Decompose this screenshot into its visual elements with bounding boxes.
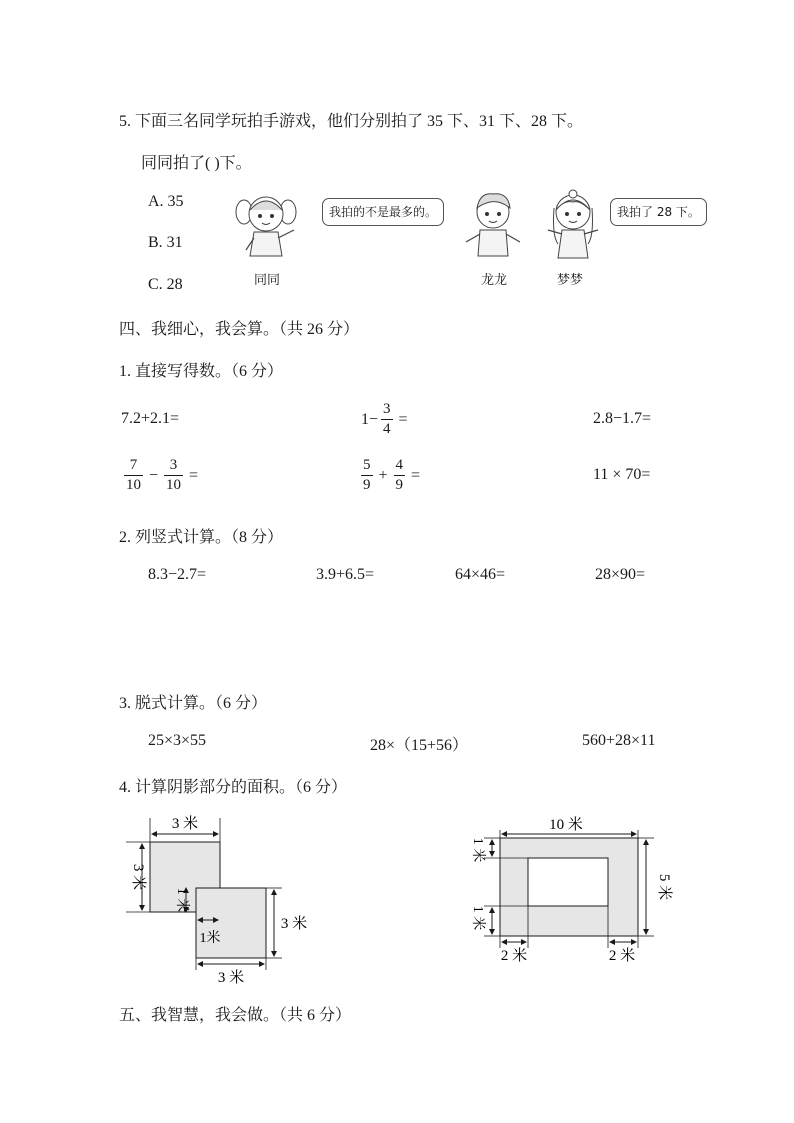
fraction-numerator: 5 — [363, 457, 371, 473]
q5-option-c: C. 28 — [148, 276, 183, 293]
fraction-numerator: 3 — [383, 401, 391, 417]
equals-sign: = — [189, 466, 199, 484]
vertical-calc-3: 64×46= — [455, 566, 506, 583]
dim-bottom-left-label: 2 米 — [500, 948, 528, 964]
girl-mengmeng-illustration — [540, 186, 606, 268]
part-4-title: 4. 计算阴影部分的面积。（6 分） — [119, 779, 348, 796]
oral-calc-c: 2.8−1.7= — [593, 410, 652, 427]
oral-calc-b — [361, 400, 411, 439]
girl-tongtong-illustration — [232, 190, 312, 270]
part-1-title: 1. 直接写得数。（6 分） — [119, 363, 284, 380]
fraction-three-tenths — [164, 456, 183, 495]
fraction-denominator: 9 — [395, 477, 404, 493]
vertical-calc-2: 3.9+6.5= — [316, 566, 375, 583]
oral-calc-a: 7.2+2.1= — [121, 410, 180, 427]
equals-sign: = — [398, 410, 408, 428]
minus-sign: − — [149, 466, 159, 484]
kid-name-mengmeng: 梦梦 — [557, 273, 584, 288]
dim-mid-label: 1 米 — [174, 887, 189, 913]
speech-bubble-tongtong: 我拍的不是最多的。 — [322, 198, 444, 226]
fraction-three-quarters — [381, 400, 393, 439]
equals-sign: = — [411, 466, 421, 484]
q5-question: 同同拍了( )下。 — [141, 155, 252, 172]
fraction-denominator: 4 — [383, 421, 391, 437]
dim-left-top-label: 1 米 — [470, 837, 485, 863]
dim-right-label: 5 米 — [656, 873, 672, 901]
oral-calc-d — [121, 456, 201, 495]
q5-option-a: A. 35 — [148, 193, 184, 210]
fraction-denominator: 10 — [126, 477, 141, 493]
figure-overlapping-squares — [124, 808, 324, 988]
inner-rectangle — [528, 858, 608, 906]
oral-calc-e — [358, 456, 423, 495]
fraction-numerator: 3 — [169, 457, 178, 473]
dim-right-label: 3 米 — [280, 916, 308, 932]
q5-option-b: B. 31 — [148, 234, 183, 251]
vertical-calc-4: 28×90= — [595, 566, 646, 583]
vertical-calc-1: 8.3−2.7= — [148, 566, 207, 583]
fraction-seven-tenths — [124, 456, 143, 495]
fraction-five-ninths — [361, 456, 373, 495]
section-4-title: 四、我细心，我会算。（共 26 分） — [119, 321, 360, 338]
fraction-denominator: 10 — [166, 477, 182, 493]
shaded-square-2 — [196, 888, 266, 958]
fraction-four-ninths — [394, 456, 406, 495]
part-2-title: 2. 列竖式计算。（8 分） — [119, 529, 284, 546]
dim-top-label: 10 米 — [549, 817, 583, 833]
oral-calc-b-whole: 1− — [361, 410, 379, 428]
figure-rectangle-frame — [460, 808, 680, 968]
fraction-numerator: 4 — [395, 457, 404, 473]
plus-sign: + — [378, 466, 388, 484]
dim-bottom-label: 3 米 — [217, 970, 245, 986]
boy-longlong-illustration — [460, 188, 526, 266]
step-calc-2: 28×（15+56） — [370, 737, 469, 754]
kid-name-longlong: 龙龙 — [481, 273, 508, 288]
q5-stem: 5. 下面三名同学玩拍手游戏，他们分别拍了 35 下、31 下、28 下。 — [119, 113, 584, 130]
oral-calc-f: 11 × 70= — [593, 466, 651, 483]
fraction-numerator: 7 — [129, 457, 138, 473]
dim-inner-label: 1米 — [199, 931, 221, 946]
dim-left-bottom-label: 1 米 — [470, 905, 485, 931]
speech-bubble-mengmeng: 我拍了 28 下。 — [610, 198, 707, 226]
step-calc-3: 560+28×11 — [582, 732, 656, 749]
dim-left-label: 3 米 — [130, 863, 146, 891]
step-calc-1: 25×3×55 — [148, 732, 207, 749]
kid-name-tongtong: 同同 — [254, 273, 281, 288]
part-3-title: 3. 脱式计算。（6 分） — [119, 695, 268, 712]
fraction-denominator: 9 — [363, 477, 371, 493]
section-5-title: 五、我智慧，我会做。（共 6 分） — [119, 1007, 352, 1024]
dim-bottom-right-label: 2 米 — [608, 948, 636, 964]
dim-top-label: 3 米 — [171, 816, 199, 832]
